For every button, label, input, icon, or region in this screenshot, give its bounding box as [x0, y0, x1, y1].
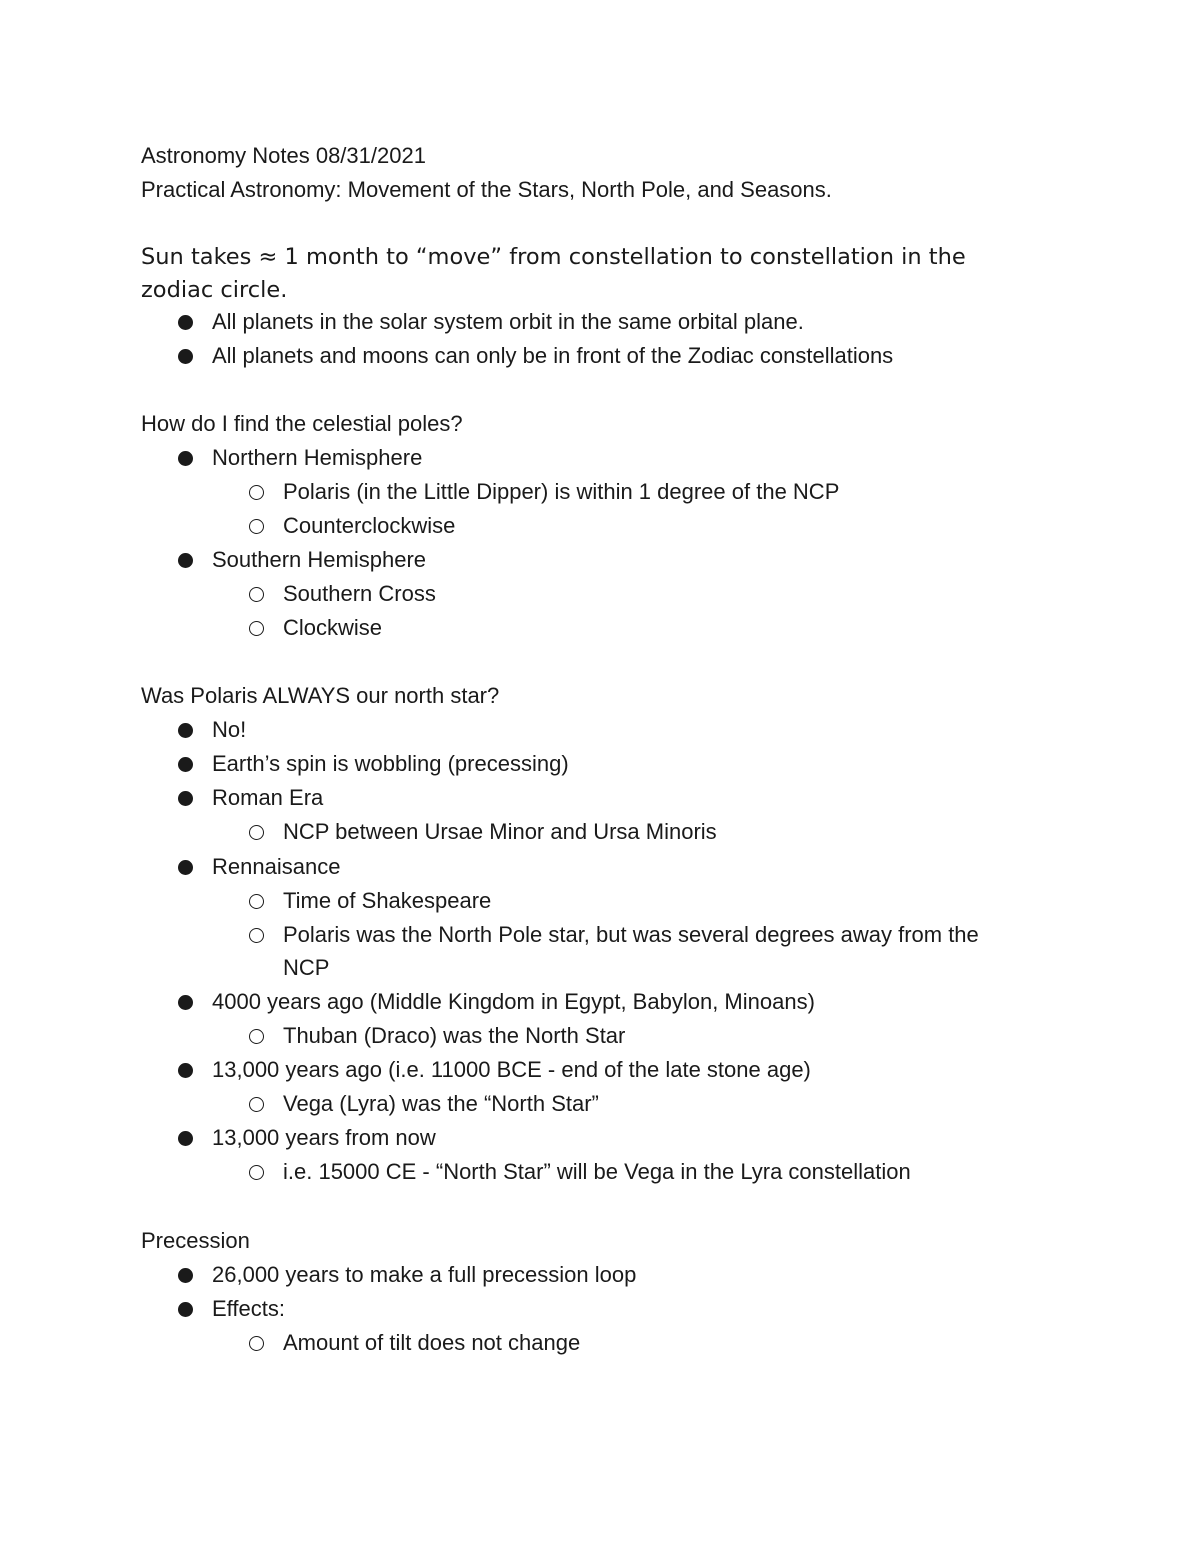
filled-bullet-icon: [178, 860, 193, 875]
poles-heading: How do I find the celestial poles?: [141, 411, 463, 436]
hollow-bullet-icon: [249, 519, 264, 534]
effects-item: Effects:: [212, 1296, 285, 1321]
intro-line-2: zodiac circle.: [141, 277, 288, 303]
filled-bullet-icon: [178, 315, 193, 330]
ago-13000-subitem: Vega (Lyra) was the “North Star”: [283, 1091, 599, 1116]
filled-bullet-icon: [178, 995, 193, 1010]
precession-heading: Precession: [141, 1228, 250, 1253]
northern-hemisphere-item: Northern Hemisphere: [212, 445, 423, 470]
filled-bullet-icon: [178, 723, 193, 738]
hollow-bullet-icon: [249, 1029, 264, 1044]
effects-subitem: Amount of tilt does not change: [283, 1330, 581, 1355]
hollow-bullet-icon: [249, 587, 264, 602]
roman-era-item: Roman Era: [212, 785, 324, 810]
filled-bullet-icon: [178, 1302, 193, 1317]
filled-bullet-icon: [178, 1063, 193, 1078]
future-13000-item: 13,000 years from now: [212, 1125, 436, 1150]
renaissance-item: Rennaisance: [212, 854, 341, 879]
renaissance-subitem-2-line-2: NCP: [283, 955, 330, 980]
northern-subitem-1: Polaris (in the Little Dipper) is within 1 degree of the NCP: [283, 479, 840, 504]
filled-bullet-icon: [178, 757, 193, 772]
page-title: Astronomy Notes 08/31/2021: [141, 143, 426, 168]
renaissance-subitem-2-line-1: Polaris was the North Pole star, but was several degrees away from the: [283, 922, 979, 947]
precession-loop-item: 26,000 years to make a full precession loop: [212, 1262, 637, 1287]
intro-bullet-2: All planets and moons can only be in front of the Zodiac constellations: [212, 343, 894, 368]
hollow-bullet-icon: [249, 928, 264, 943]
intro-line-1: Sun takes ≈ 1 month to “move” from constellation to constellation in the: [141, 244, 966, 270]
polaris-heading: Was Polaris ALWAYS our north star?: [141, 683, 500, 708]
renaissance-subitem-1: Time of Shakespeare: [283, 888, 492, 913]
southern-hemisphere-item: Southern Hemisphere: [212, 547, 427, 572]
filled-bullet-icon: [178, 349, 193, 364]
ago-13000-item: 13,000 years ago (i.e. 11000 BCE - end of the late stone age): [212, 1057, 811, 1082]
southern-subitem-2: Clockwise: [283, 615, 383, 640]
hollow-bullet-icon: [249, 485, 264, 500]
hollow-bullet-icon: [249, 894, 264, 909]
filled-bullet-icon: [178, 1268, 193, 1283]
filled-bullet-icon: [178, 1131, 193, 1146]
future-13000-subitem: i.e. 15000 CE - “North Star” will be Vega in the Lyra constellation: [283, 1159, 911, 1184]
filled-bullet-icon: [178, 791, 193, 806]
polaris-wobble-item: Earth’s spin is wobbling (precessing): [212, 751, 569, 776]
northern-subitem-2: Counterclockwise: [283, 513, 456, 538]
page-subtitle: Practical Astronomy: Movement of the Stars, North Pole, and Seasons.: [141, 177, 832, 202]
hollow-bullet-icon: [249, 621, 264, 636]
ago-4000-item: 4000 years ago (Middle Kingdom in Egypt, Babylon, Minoans): [212, 989, 815, 1014]
hollow-bullet-icon: [249, 825, 264, 840]
hollow-bullet-icon: [249, 1165, 264, 1180]
filled-bullet-icon: [178, 451, 193, 466]
ago-4000-subitem: Thuban (Draco) was the North Star: [283, 1023, 626, 1048]
southern-subitem-1: Southern Cross: [283, 581, 436, 606]
polaris-no-item: No!: [212, 717, 247, 742]
intro-bullet-1: All planets in the solar system orbit in the same orbital plane.: [212, 309, 804, 334]
hollow-bullet-icon: [249, 1097, 264, 1112]
roman-era-subitem: NCP between Ursae Minor and Ursa Minoris: [283, 819, 717, 844]
hollow-bullet-icon: [249, 1336, 264, 1351]
filled-bullet-icon: [178, 553, 193, 568]
